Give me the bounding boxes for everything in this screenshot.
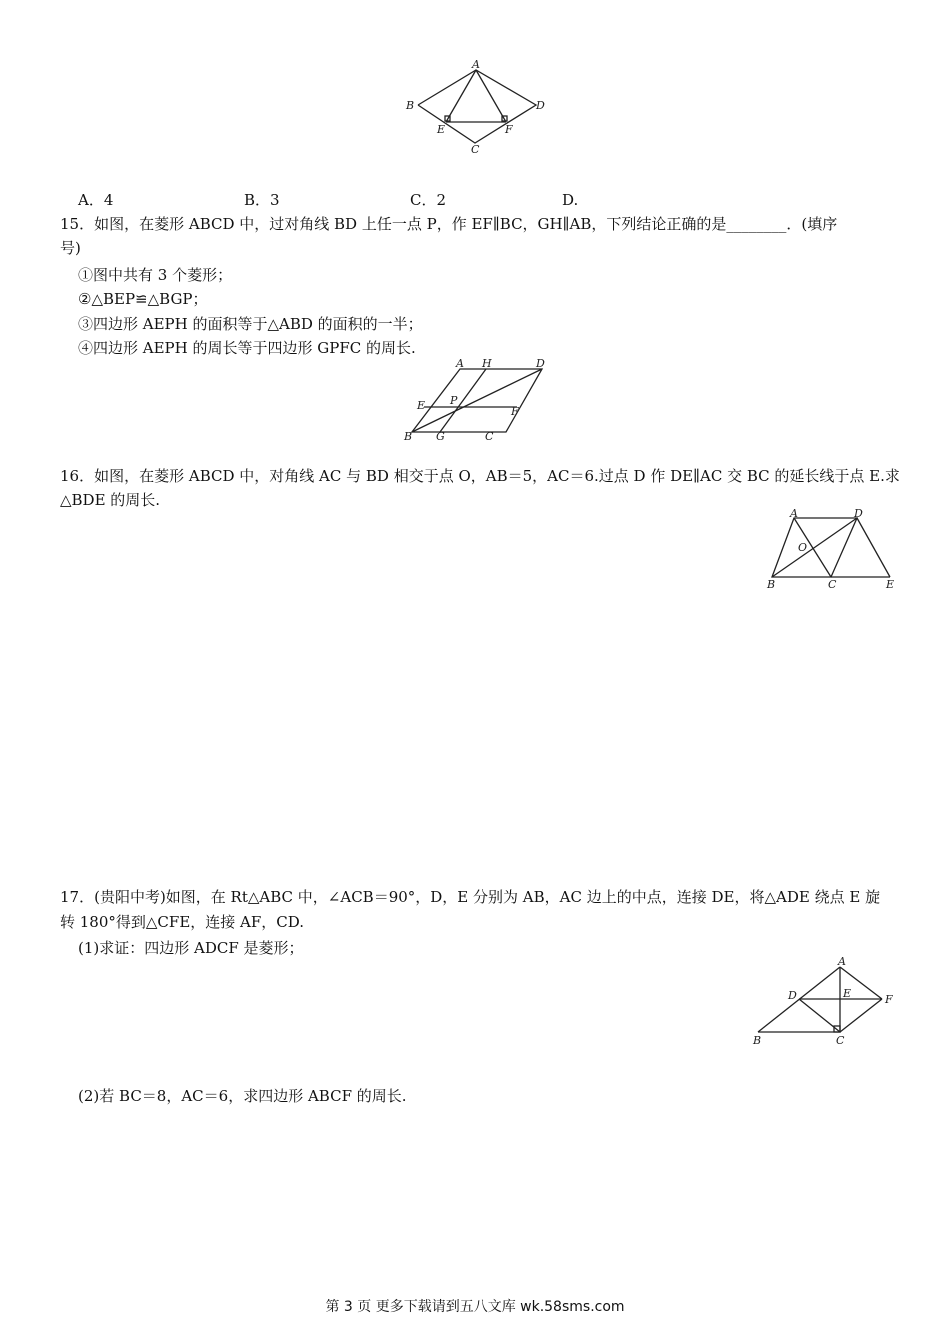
q15-label-b: B [404, 430, 413, 443]
q17-part-1: (1)求证：四边形 ADCF 是菱形； [78, 939, 304, 957]
q15-stem-line1: 15．如图，在菱形 ABCD 中，过对角线 BD 上任一点 P，作 EF∥BC，GH∥AB，下列结论正确的是________．(填序 [60, 215, 838, 233]
q17-part-2: (2)若 BC＝8，AC＝6，求四边形 ABCF 的周长. [78, 1087, 407, 1105]
q15-stem-line2: 号) [60, 239, 81, 257]
q17-stem-line1: 17．(贵阳中考)如图，在 Rt△ABC 中，∠ACB＝90°，D，E 分别为 AB，AC 边上的中点，连接 DE，将△ADE 绕点 E 旋 [60, 888, 881, 906]
q15-label-f: F [511, 405, 519, 418]
q17-figure [748, 955, 903, 1050]
q16-stem-line2: △BDE 的周长. [60, 491, 161, 509]
q15-item-4: ④四边形 AEPH 的周长等于四边形 GPFC 的周长. [78, 339, 416, 357]
q15-item-1: ①图中共有 3 个菱形； [78, 266, 233, 284]
q14-option-d: D. [562, 191, 579, 209]
page-footer: 第 3 页 更多下载请到五八文库 wk.58sms.com [325, 1299, 625, 1315]
q16-figure [760, 505, 905, 595]
q14-option-c: C．2 [410, 191, 447, 209]
q15-figure [400, 355, 560, 445]
q15-label-c: C [485, 430, 494, 443]
q14-label-c: C [471, 143, 480, 156]
q14-option-a: A．4 [78, 191, 114, 209]
q17-label-c: C [836, 1034, 845, 1047]
q14-label-e: E [437, 123, 446, 136]
q17-label-e: E [843, 987, 852, 1000]
q14-label-a: A [472, 58, 480, 71]
q17-label-a: A [838, 955, 846, 968]
q14-label-f: F [505, 123, 513, 136]
q17-label-d: D [788, 989, 797, 1002]
q14-figure [400, 55, 560, 160]
q17-label-f: F [885, 993, 893, 1006]
q16-label-b: B [767, 578, 776, 591]
q16-label-c: C [828, 578, 837, 591]
q14-option-b: B．3 [244, 191, 280, 209]
q16-label-e: E [886, 578, 895, 591]
q15-label-d: D [536, 357, 545, 370]
q16-stem-line1: 16．如图，在菱形 ABCD 中，对角线 AC 与 BD 相交于点 O，AB＝5，AC＝6.过点 D 作 DE∥AC 交 BC 的延长线于点 E.求 [60, 467, 900, 485]
q17-label-b: B [753, 1034, 762, 1047]
q15-label-g: G [436, 430, 445, 443]
q16-label-d: D [854, 507, 863, 520]
q16-label-a: A [790, 507, 798, 520]
q16-label-o: O [798, 541, 808, 554]
q15-label-h: H [482, 357, 492, 370]
q14-label-d: D [536, 99, 545, 112]
q17-stem-line2: 转 180°得到△CFE，连接 AF，CD. [60, 913, 305, 931]
q15-item-3: ③四边形 AEPH 的面积等于△ABD 的面积的一半； [78, 315, 423, 333]
q15-label-p: P [450, 394, 458, 407]
q15-label-e: E [417, 399, 426, 412]
q14-label-b: B [406, 99, 415, 112]
q15-item-2: ②△BEP≌△BGP； [78, 290, 208, 308]
q15-label-a: A [456, 357, 464, 370]
